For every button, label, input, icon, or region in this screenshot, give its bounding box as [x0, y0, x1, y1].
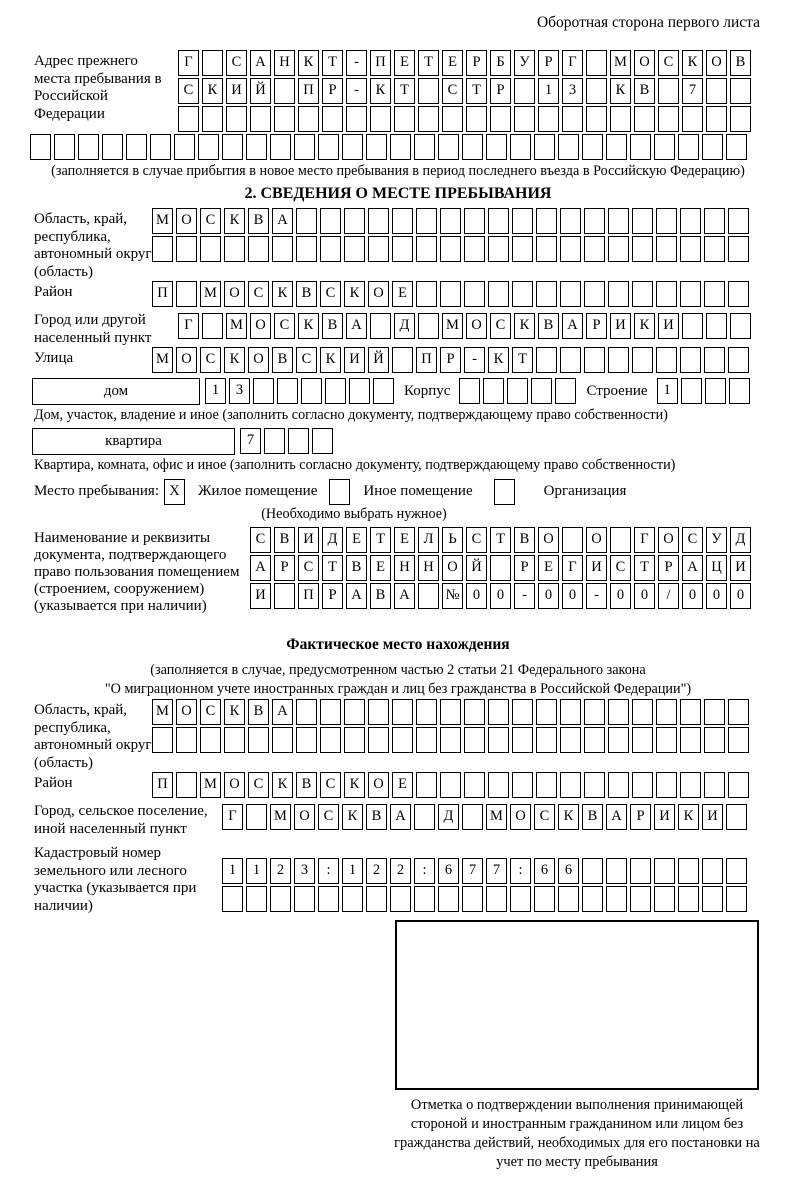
prev-address-label: Адрес прежнего места пребывания в Российской Федерации — [34, 53, 162, 122]
inoe-checkbox[interactable] — [329, 479, 350, 505]
document-cells-row-3[interactable]: И П Р А В А № 0 0 - 0 0 - 0 0 / 0 0 0 — [250, 583, 754, 609]
ulitsa-block — [34, 347, 762, 375]
dom-caption: Дом, участок, владение и иное (заполнить согласно документу, подтверждающему право собственности) — [34, 407, 668, 423]
document-cells-row-1[interactable]: С В И Д Е Т Е Л Ь С Т В О О Г О С У Д — [250, 527, 754, 553]
prev-address-cells-row-3[interactable] — [178, 106, 754, 132]
dom-box: дом — [32, 378, 200, 405]
inoe-label: Иное помещение — [363, 483, 473, 499]
page-header-note: Оборотная сторона первого листа — [536, 14, 760, 31]
org-checkbox[interactable] — [494, 479, 515, 505]
zhiloe-label: Жилое помещение — [198, 483, 318, 499]
prev-address-caption: (заполняется в случае прибытия в новое место пребывания в период последнего въезда в Российскую Федерацию) — [51, 163, 745, 179]
document-cells-row-2[interactable]: А Р С Т В Е Н Н О Й Р Е Г И С Т Р А Ц И — [250, 555, 754, 581]
kadastr-label: Кадастровый номер земельного или лесного участка (указывается при наличии) — [34, 845, 197, 914]
fact-gorod-label: Город, сельское поселение, иной населенный пункт — [34, 803, 208, 837]
kvartira-box: квартира — [32, 428, 235, 455]
kadastr-cells-row-2[interactable] — [222, 886, 750, 912]
stroenie-label: Строение — [586, 383, 648, 399]
fact-oblast-cells-row-1[interactable]: М О С К В А — [152, 699, 752, 725]
zhiloe-checkbox[interactable]: X — [164, 479, 185, 505]
kadastr-cells-row-1[interactable]: 1 1 2 3 : 1 2 2 : 6 7 7 : 6 6 — [222, 858, 750, 884]
korpus-label: Корпус — [404, 383, 451, 399]
dom-cells[interactable]: 1 3 — [205, 378, 397, 404]
prev-address-cells-row-2[interactable]: С К И Й П Р - К Т С Т Р 1 3 К В 7 — [178, 78, 754, 104]
kvartira-row — [32, 428, 762, 456]
korpus-cells[interactable] — [459, 378, 579, 404]
ulitsa-cells-row[interactable]: М О С К О В С К И Й П Р - К Т — [152, 347, 752, 373]
fact-oblast-cells-row-2[interactable] — [152, 727, 752, 753]
stroenie-cells[interactable]: 1 — [657, 378, 753, 404]
prev-address-cells-row-4[interactable] — [30, 134, 762, 160]
ulitsa-label: Улица — [34, 350, 74, 366]
raion-label: Район — [34, 284, 73, 300]
stamp-caption: Отметка о подтверждении выполнения принимающей стороной и иностранным гражданином или лицом без гражданства действий, необходимых для его постановки на учет по месту пребывания — [394, 1097, 760, 1170]
fact-caption-line-1: (заполняется в случае, предусмотренном частью 2 статьи 21 Федерального закона — [150, 662, 646, 678]
oblast-label: Область, край, республика, автономный округ (область) — [34, 211, 152, 280]
org-label: Организация — [543, 483, 627, 499]
section2-title: 2. СВЕДЕНИЯ О МЕСТЕ ПРЕБЫВАНИЯ — [244, 185, 552, 202]
fact-oblast-block — [34, 699, 762, 772]
raion-cells-row[interactable]: П М О С К В С К О Е — [152, 281, 752, 307]
gorod-label: Город или другой населенный пункт — [34, 312, 152, 346]
prev-address-cells-row-1[interactable]: Г С А Н К Т - П Е Т Е Р Б У Р Г М О С К О В — [178, 50, 754, 76]
document-label: Наименование и реквизиты документа, подтверждающего право пользования помещением (строением, сооружением) (указывается при наличии) — [34, 530, 240, 614]
stamp-box — [395, 920, 759, 1090]
gorod-cells-row[interactable]: Г М О С К В А Д М О С К В А Р И К И — [178, 313, 754, 339]
fact-gorod-cells-row[interactable]: Г М О С К В А Д М О С К В А Р И К И — [222, 804, 750, 830]
oblast-cells-row-1[interactable]: М О С К В А — [152, 208, 752, 234]
fact-raion-cells-row[interactable]: П М О С К В С К О Е — [152, 772, 752, 798]
prev-address-block — [34, 50, 762, 134]
oblast-cells-row-2[interactable] — [152, 236, 752, 262]
document-block — [34, 527, 762, 631]
oblast-block — [34, 208, 762, 281]
kvartira-cells[interactable]: 7 — [240, 428, 336, 454]
fact-title: Фактическое место нахождения — [286, 636, 510, 653]
kadastr-block — [34, 842, 762, 916]
fact-raion-block — [34, 772, 762, 800]
gorod-block — [34, 309, 762, 347]
raion-block — [34, 281, 762, 309]
dom-row — [32, 378, 762, 406]
kvartira-caption: Квартира, комната, офис и иное (заполнить согласно документу, подтверждающему право собственности) — [34, 457, 676, 473]
fact-oblast-label: Область, край, республика, автономный округ (область) — [34, 702, 152, 771]
fact-caption-line-2: "О миграционном учете иностранных граждан и лиц без гражданства в Российской Федерации") — [104, 681, 692, 697]
mesto-prebyvaniya-row — [34, 478, 762, 505]
fact-raion-label: Район — [34, 775, 73, 791]
mesto-caption: (Необходимо выбрать нужное) — [261, 506, 447, 522]
mesto-label: Место пребывания: — [34, 483, 159, 499]
fact-gorod-block — [34, 800, 762, 838]
